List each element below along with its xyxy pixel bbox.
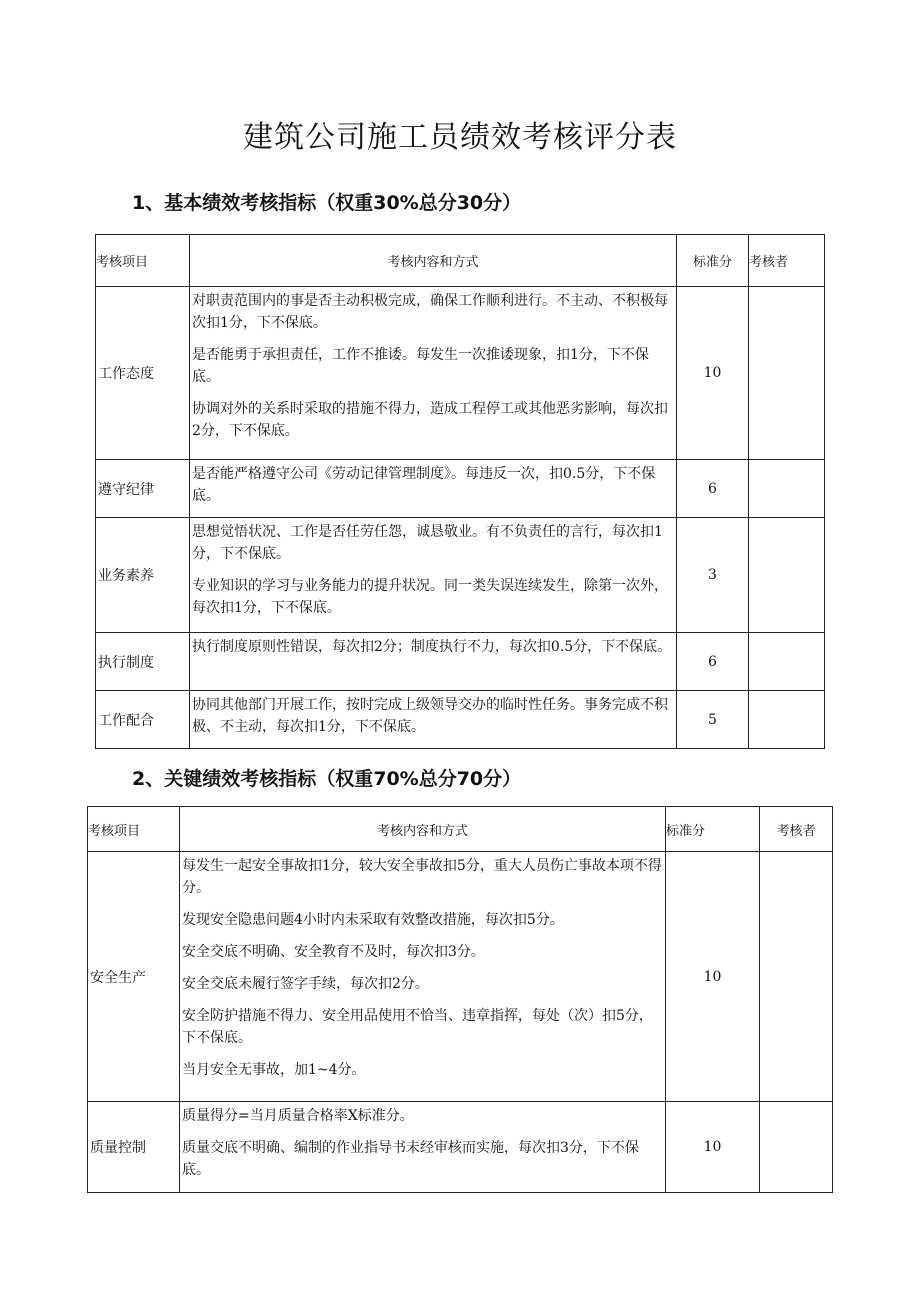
- header-content: 考核内容和方式: [190, 235, 677, 287]
- content-line: 是否能勇于承担责任，工作不推诿。每发生一次推诿现象，扣1分，下不保底。: [192, 347, 649, 385]
- standard-score: 3: [677, 518, 749, 633]
- content-line: 质量得分=当月质量合格率X标准分。: [182, 1108, 414, 1124]
- item-name: 遵守纪律: [96, 460, 190, 518]
- item-content: [190, 633, 677, 691]
- assessor-cell: [749, 287, 825, 460]
- table-header-row: [88, 807, 833, 852]
- header-assessor: 考核者: [760, 807, 833, 852]
- content-line: 安全防护措施不得力、安全用品使用不恰当、违章指挥，每处（次）扣5分，下不保底。: [182, 1008, 653, 1046]
- item-name: 工作态度: [96, 287, 190, 460]
- standard-score: 6: [677, 633, 749, 691]
- assessor-cell: [760, 852, 833, 1102]
- assessor-cell: [760, 1102, 833, 1193]
- item-name: 执行制度: [96, 633, 190, 691]
- header-score: 标准分: [677, 235, 749, 287]
- standard-score: 10: [666, 1102, 760, 1193]
- standard-score: 10: [677, 287, 749, 460]
- content-line: 专业知识的学习与业务能力的提升状况。同一类失误连续发生，除第一次外，每次扣1分，下不保底。: [192, 578, 668, 616]
- item-content: [190, 287, 677, 460]
- table-header-row: [96, 235, 825, 287]
- assessor-cell: [749, 460, 825, 518]
- item-name: 质量控制: [88, 1102, 180, 1193]
- table-row: [88, 852, 833, 1102]
- table-row: [96, 460, 825, 518]
- section-2-heading: 2、关键绩效考核指标（权重70%总分70分）: [132, 768, 522, 790]
- page-title: 建筑公司施工员绩效考核评分表: [243, 120, 677, 155]
- table-row: [96, 287, 825, 460]
- item-content: [180, 852, 666, 1102]
- table-row: [96, 633, 825, 691]
- item-name: 安全生产: [88, 852, 180, 1102]
- header-score: 标准分: [666, 807, 760, 852]
- content-line: 对职责范围内的事是否主动积极完成，确保工作顺利进行。不主动、不积极每次扣1分，下不保底。: [192, 293, 668, 331]
- assessor-cell: [749, 518, 825, 633]
- content-line: 协调对外的关系时采取的措施不得力，造成工程停工或其他恶劣影响，每次扣2分，下不保底。: [192, 401, 668, 439]
- header-item: 考核项目: [96, 235, 190, 287]
- standard-score: 5: [677, 691, 749, 749]
- item-content: [190, 460, 677, 518]
- section-1-heading: 1、基本绩效考核指标（权重30%总分30分）: [132, 192, 522, 214]
- content-line: 是否能严格遵守公司《劳动记律管理制度》。每违反一次，扣0.5分，下不保底。: [192, 466, 656, 504]
- basic-kpi-table: [95, 234, 825, 749]
- content-line: 思想觉悟状况、工作是否任劳任怨，诚恳敬业。有不负责任的言行，每次扣1分，下不保底。: [192, 524, 663, 562]
- assessor-cell: [749, 691, 825, 749]
- header-content: 考核内容和方式: [180, 807, 666, 852]
- content-line: 安全交底不明确、安全教育不及时，每次扣3分。: [182, 944, 485, 960]
- table-row: [96, 691, 825, 749]
- header-item: 考核项目: [88, 807, 180, 852]
- item-content: [190, 691, 677, 749]
- content-line: 协同其他部门开展工作，按时完成上级领导交办的临时性任务。事务完成不积极、不主动，每次扣1分，下不保底。: [192, 697, 668, 735]
- standard-score: 6: [677, 460, 749, 518]
- standard-score: 10: [666, 852, 760, 1102]
- content-line: 发现安全隐患问题4小时内未采取有效整改措施，每次扣5分。: [182, 912, 564, 928]
- key-kpi-table: [87, 806, 833, 1193]
- item-name: 业务素养: [96, 518, 190, 633]
- item-name: 工作配合: [96, 691, 190, 749]
- content-line: 执行制度原则性错误，每次扣2分；制度执行不力，每次扣0.5分，下不保底。: [192, 639, 672, 655]
- item-content: [180, 1102, 666, 1193]
- header-assessor: 考核者: [749, 235, 825, 287]
- table-row: [96, 518, 825, 633]
- content-line: 安全交底未履行签字手续，每次扣2分。: [182, 976, 429, 992]
- assessor-cell: [749, 633, 825, 691]
- item-content: [190, 518, 677, 633]
- table-row: [88, 1102, 833, 1193]
- content-line: 质量交底不明确、编制的作业指导书未经审核而实施，每次扣3分，下不保底。: [182, 1140, 639, 1178]
- content-line: 当月安全无事故，加1~4分。: [182, 1062, 366, 1078]
- content-line: 每发生一起安全事故扣1分，较大安全事故扣5分，重大人员伤亡事故本项不得分。: [182, 858, 662, 896]
